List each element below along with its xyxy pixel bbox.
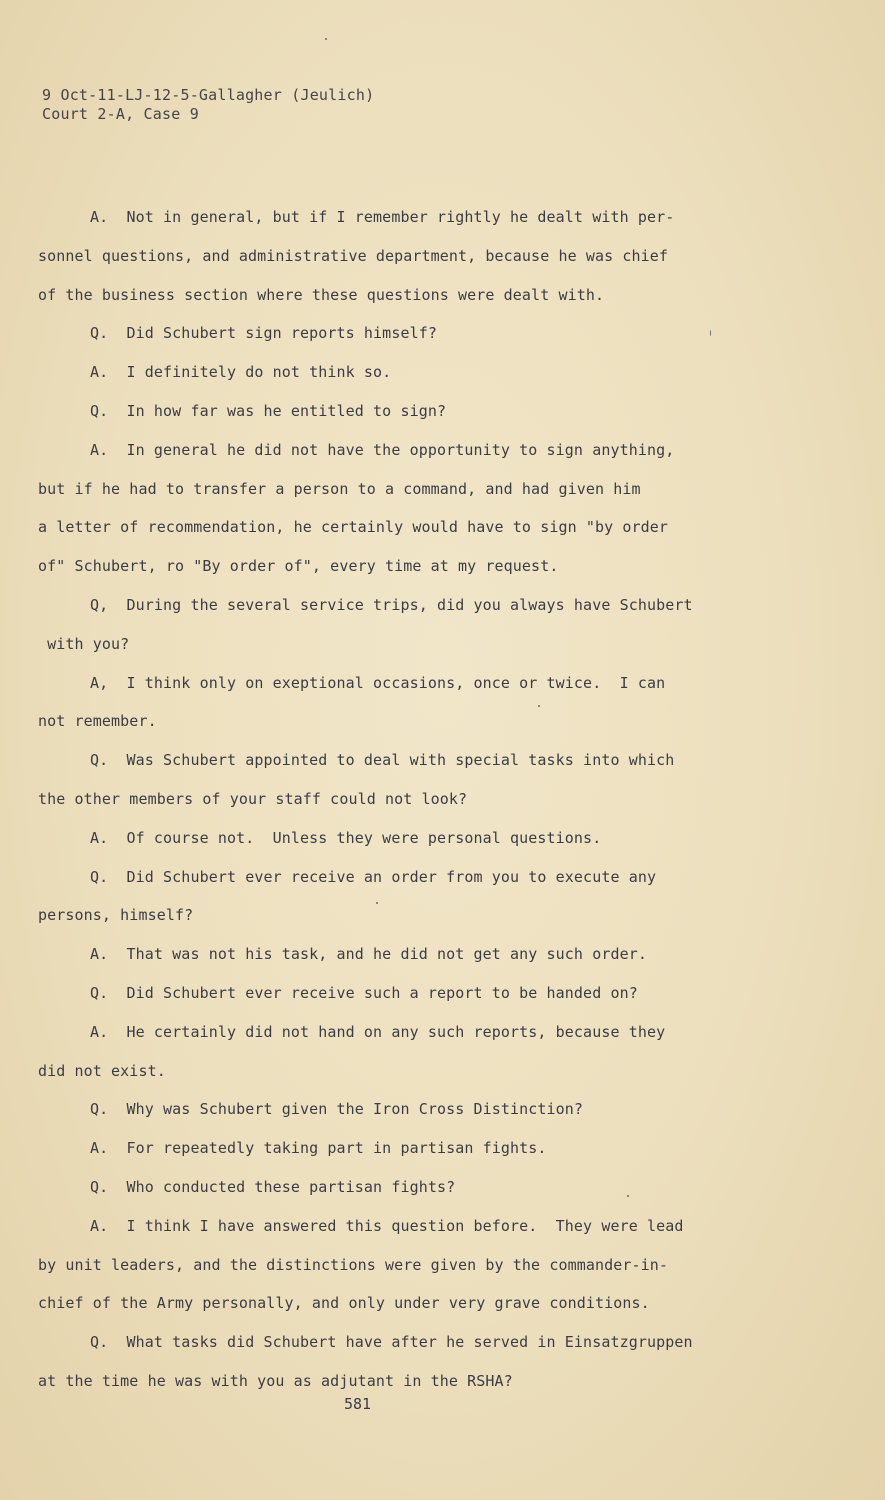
transcript-line: A. In general he did not have the opportunity to sign anything, bbox=[90, 440, 675, 459]
transcript-line: Q. What tasks did Schubert have after he served in Einsatzgruppen bbox=[90, 1333, 693, 1352]
transcript-line: Q. Did Schubert ever receive such a report to be handed on? bbox=[90, 983, 638, 1002]
transcript-line: persons, himself? bbox=[38, 906, 194, 925]
transcript-line: of the business section where these questions were dealt with. bbox=[38, 285, 605, 304]
transcript-line: at the time he was with you as adjutant in the RSHA? bbox=[38, 1371, 513, 1390]
transcript-line: A. That was not his task, and he did not get any such order. bbox=[90, 945, 647, 964]
transcript-line: chief of the Army personally, and only under very grave conditions. bbox=[38, 1294, 650, 1313]
paper-speck bbox=[325, 38, 327, 40]
header-line-2: Court 2-A, Case 9 bbox=[42, 105, 199, 123]
transcript-line: Q. Did Schubert ever receive an order from you to execute any bbox=[90, 867, 657, 886]
paper-speck bbox=[376, 902, 378, 904]
transcript-line: Q. Did Schubert sign reports himself? bbox=[90, 324, 437, 343]
transcript-line: A. I definitely do not think so. bbox=[90, 363, 392, 382]
paper-speck bbox=[710, 330, 711, 336]
transcript-line: Q, During the several service trips, did you always have Schubert bbox=[90, 595, 693, 614]
document-header bbox=[42, 86, 374, 124]
transcript-line: A. I think I have answered this question before. They were lead bbox=[90, 1216, 684, 1235]
page-number: 581 bbox=[344, 1395, 372, 1413]
transcript-line: by unit leaders, and the distinctions were given by the commander-in- bbox=[38, 1255, 669, 1274]
transcript-line: A, I think only on exeptional occasions, once or twice. I can bbox=[90, 673, 666, 692]
transcript-line: with you? bbox=[38, 634, 130, 653]
transcript-line: A. For repeatedly taking part in partisan fights. bbox=[90, 1139, 547, 1158]
transcript-line: Q. In how far was he entitled to sign? bbox=[90, 401, 447, 420]
transcript-line: A. He certainly did not hand on any such reports, because they bbox=[90, 1022, 666, 1041]
transcript-line: but if he had to transfer a person to a command, and had given him bbox=[38, 479, 641, 498]
transcript-line: Q. Who conducted these partisan fights? bbox=[90, 1177, 456, 1196]
transcript-line: the other members of your staff could not look? bbox=[38, 789, 468, 808]
transcript-line: not remember. bbox=[38, 712, 157, 731]
transcript-line: Q. Was Schubert appointed to deal with special tasks into which bbox=[90, 751, 675, 770]
transcript-line: Q. Why was Schubert given the Iron Cross Distinction? bbox=[90, 1100, 584, 1119]
transcript-line: did not exist. bbox=[38, 1061, 166, 1080]
paper-speck bbox=[538, 705, 540, 707]
transcript-line: sonnel questions, and administrative department, because he was chief bbox=[38, 246, 669, 265]
header-line-1: 9 Oct-11-LJ-12-5-Gallagher (Jeulich) bbox=[42, 86, 375, 104]
transcript-line: A. Of course not. Unless they were personal questions. bbox=[90, 828, 602, 847]
transcript-line: a letter of recommendation, he certainly would have to sign "by order bbox=[38, 518, 669, 537]
paper-speck bbox=[627, 1195, 629, 1197]
transcript-body bbox=[38, 198, 728, 1401]
transcript-line: of" Schubert, ro "By order of", every time at my request. bbox=[38, 557, 559, 576]
transcript-line: A. Not in general, but if I remember rightly he dealt with per- bbox=[90, 208, 675, 226]
